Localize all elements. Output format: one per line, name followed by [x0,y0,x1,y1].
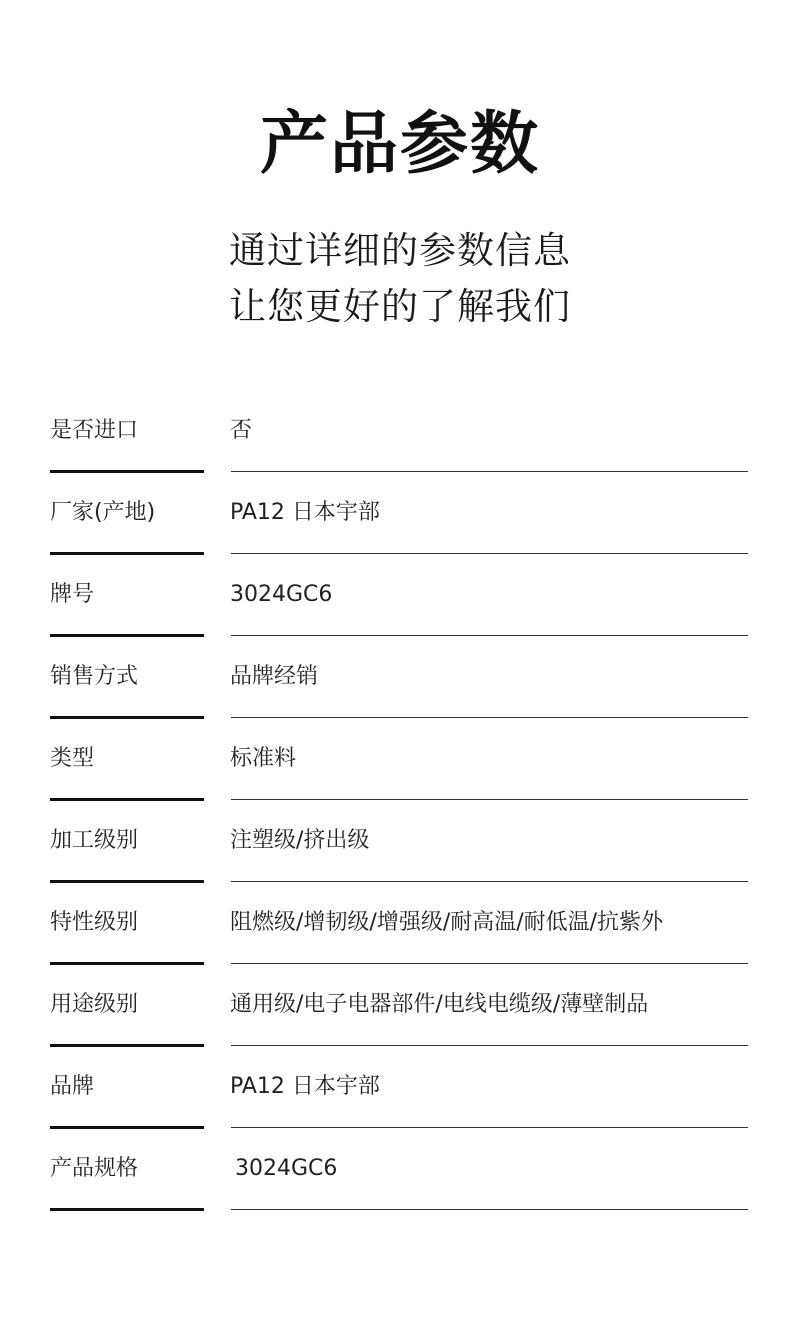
spec-value: 品牌经销 [230,664,319,689]
spec-label: 类型 [50,746,95,771]
spec-label: 牌号 [50,582,95,607]
spec-label: 厂家(产地) [50,500,156,525]
spec-row-property-grade [0,882,800,964]
spec-row-processing-grade [0,800,800,882]
subtitle-line-1: 通过详细的参数信息 [229,229,571,272]
spec-value: 阻燃级/增韧级/增强级/耐高温/耐低温/抗紫外 [230,910,664,935]
spec-value: 3024GC6 [230,582,333,607]
spec-row-imported [0,390,800,472]
spec-value: 注塑级/挤出级 [230,828,370,853]
spec-label: 加工级别 [50,828,139,853]
spec-value: PA12 日本宇部 [230,1074,380,1099]
value-divider [231,1209,748,1210]
spec-row-product-spec [0,1128,800,1210]
spec-row-sales-method [0,636,800,718]
page-title: 产品参数 [259,105,540,184]
spec-value: 通用级/电子电器部件/电线电缆级/薄壁制品 [230,992,649,1017]
spec-row-brand [0,1046,800,1128]
spec-label: 品牌 [50,1074,95,1099]
spec-label: 销售方式 [50,664,139,689]
label-divider [50,1208,204,1211]
spec-value: 标准料 [230,746,297,771]
spec-value: 否 [230,418,253,443]
spec-label: 用途级别 [50,992,139,1017]
spec-label: 特性级别 [50,910,139,935]
spec-row-type [0,718,800,800]
spec-row-manufacturer [0,472,800,554]
spec-row-application-grade [0,964,800,1046]
spec-table [0,390,800,1210]
spec-value: 3024GC6 [235,1156,338,1181]
subtitle-line-2: 让您更好的了解我们 [229,285,571,328]
spec-value: PA12 日本宇部 [230,500,380,525]
spec-label: 产品规格 [50,1156,139,1181]
spec-label: 是否进口 [50,418,139,443]
spec-row-grade [0,554,800,636]
